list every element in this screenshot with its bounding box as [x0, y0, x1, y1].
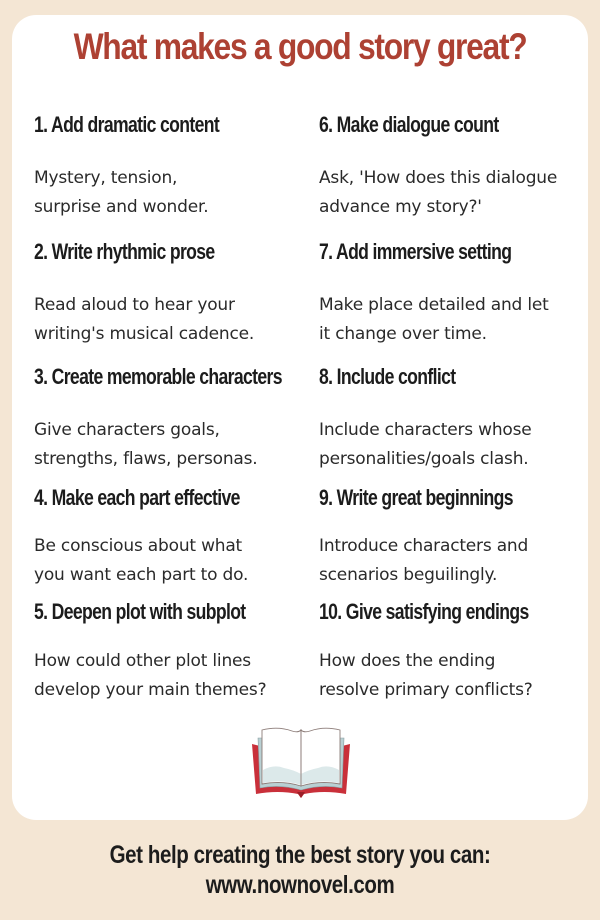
- tip-heading: 9. Write great beginnings: [319, 485, 513, 510]
- open-book-icon: [248, 724, 354, 800]
- tip-heading: 8. Include conflict: [319, 364, 456, 389]
- tip-body: Make place detailed and let it change over time.: [319, 295, 549, 344]
- tip-body: Read aloud to hear your writing's musical cadence.: [34, 295, 255, 344]
- tip-6: [319, 112, 599, 217]
- tip-body: Mystery, tension, surprise and wonder.: [34, 168, 209, 217]
- tip-3: [34, 364, 314, 469]
- tip-body: How does the ending resolve primary conflicts?: [319, 651, 533, 700]
- tip-7: [319, 239, 599, 344]
- tip-body: Give characters goals, strengths, flaws, personas.: [34, 420, 258, 469]
- footer-tagline: Get help creating the best story you can:: [109, 841, 491, 869]
- tip-8: [319, 364, 599, 469]
- page-title: What makes a good story great?: [73, 26, 527, 67]
- tip-heading: 5. Deepen plot with subplot: [34, 599, 246, 624]
- tip-9: [319, 485, 599, 585]
- tip-body: Be conscious about what you want each part to do.: [34, 536, 249, 585]
- tip-heading: 3. Create memorable characters: [34, 364, 282, 389]
- tip-5: [34, 599, 314, 700]
- tip-2: [34, 239, 314, 344]
- footer-cta: [0, 840, 600, 900]
- tip-heading: 7. Add immersive setting: [319, 239, 512, 264]
- tip-heading: 6. Make dialogue count: [319, 112, 499, 137]
- tip-1: [34, 112, 314, 217]
- tip-heading: 2. Write rhythmic prose: [34, 239, 215, 264]
- tip-body: How could other plot lines develop your main themes?: [34, 651, 267, 700]
- tip-heading: 4. Make each part effective: [34, 485, 240, 510]
- tip-body: Introduce characters and scenarios beguilingly.: [319, 536, 529, 585]
- footer-link[interactable]: www.nownovel.com: [205, 871, 395, 899]
- tip-heading: 10. Give satisfying endings: [319, 599, 529, 624]
- tip-10: [319, 599, 599, 700]
- tip-body: Ask, 'How does this dialogue advance my story?': [319, 168, 558, 217]
- tip-4: [34, 485, 314, 585]
- tip-body: Include characters whose personalities/goals clash.: [319, 420, 532, 469]
- tip-heading: 1. Add dramatic content: [34, 112, 220, 137]
